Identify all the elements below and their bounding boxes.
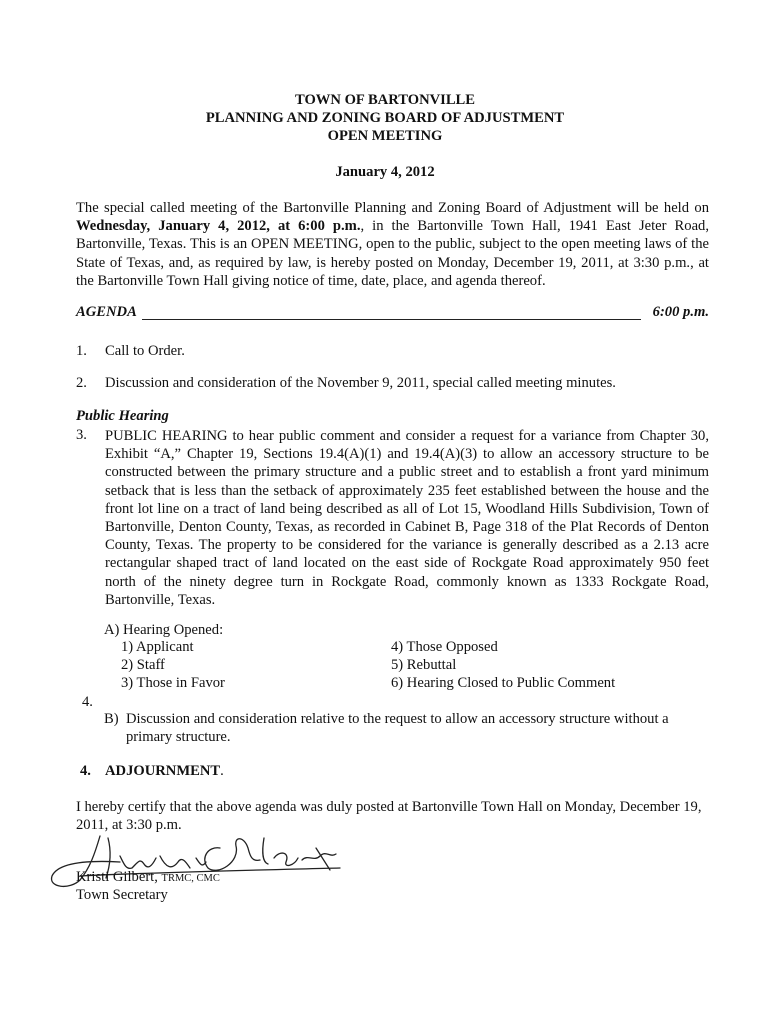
header-town: TOWN OF BARTONVILLE bbox=[294, 92, 476, 108]
stray-number: 4. bbox=[82, 694, 93, 710]
signer-title: Town Secretary bbox=[76, 887, 168, 903]
item3-text: PUBLIC HEARING to hear public comment and consider a request for a variance from Chapter 30, Exhibit “A,” Chapter 19, Sections 19.4(A)(1) and 19.4(A)(3) to allow an accessory structure to be constructed between the primary structure and a public street and to establish a front yard minimum setback that is less than the setback of approximately 235 feet established between the house and the front lot line on a tract of land being described as all of Lot 15, Woodland Hills Subdivision, Town of Bartonville, Denton County, Texas, as recorded in Cabinet B, Page 318 of the Plat Records of Denton County, Texas. The property to be considered for the variance is generally described as a 2.13 acre rectangular shaped tract of land located on the east side of Rockgate Road approximately 950 feet north of the ninety degree turn in Rockgate Road, commonly known as 1333 Rockgate Road, Bartonville, Texas. bbox=[105, 428, 709, 608]
signer-name: Kristi Gilbert, bbox=[76, 869, 158, 885]
item1-number: 1. bbox=[76, 343, 87, 359]
item1-text: Call to Order. bbox=[105, 343, 185, 359]
agenda-heading bbox=[76, 304, 709, 324]
intro-part2: , in the Bartonville Town Hall, 1941 East Jeter Road, Bartonville, Texas. This is an OPEN MEETING, open to the public, subject to the open meeting laws of the State of Texas, and, as required by law, is hereby posted on Monday, December 19, 2011, at 3:30 p.m., at the Bartonville Town Hall giving notice of time, date, place, and agenda thereof. bbox=[76, 218, 709, 289]
agenda-time: 6:00 p.m. bbox=[652, 304, 709, 320]
header-board: PLANNING AND ZONING BOARD OF ADJUSTMENT bbox=[205, 110, 565, 126]
sub-those-opposed: 4) Those Opposed bbox=[391, 639, 498, 655]
item3-number: 3. bbox=[76, 427, 87, 443]
sub-hearing-closed: 6) Hearing Closed to Public Comment bbox=[391, 675, 616, 691]
item4-number: 4. bbox=[80, 763, 91, 779]
intro-bold-datetime: Wednesday, January 4, 2012, at 6:00 p.m. bbox=[76, 218, 361, 235]
sub-staff: 2) Staff bbox=[121, 657, 165, 673]
agenda-label: AGENDA bbox=[76, 304, 137, 320]
agenda-rule bbox=[142, 319, 641, 320]
item4-text bbox=[105, 763, 224, 780]
signer-credentials: TRMC, CMC bbox=[161, 873, 220, 884]
intro-part1: The special called meeting of the Bartonville Planning and Zoning Board of Adjustment will be held on bbox=[76, 200, 709, 216]
header-meeting-type: OPEN MEETING bbox=[327, 128, 443, 144]
signer-name-line bbox=[76, 868, 220, 888]
header-date: January 4, 2012 bbox=[335, 164, 435, 180]
certify-paragraph: I hereby certify that the above agenda was duly posted at Bartonville Town Hall on Monday, December 19, 2011, at 3:30 p.m. bbox=[76, 799, 702, 834]
sub-b-label: B) bbox=[104, 711, 119, 727]
item4-period: . bbox=[220, 763, 224, 779]
public-hearing-heading: Public Hearing bbox=[76, 408, 169, 424]
sub-those-in-favor: 3) Those in Favor bbox=[121, 675, 225, 691]
item2-text: Discussion and consideration of the November 9, 2011, special called meeting minutes. bbox=[105, 375, 616, 391]
sub-rebuttal: 5) Rebuttal bbox=[391, 657, 457, 673]
sub-b-text: Discussion and consideration relative to the request to allow an accessory structure without a primary structure. bbox=[126, 711, 669, 745]
sub-a-hearing-opened: A) Hearing Opened: bbox=[104, 622, 224, 638]
item4-adjournment: ADJOURNMENT bbox=[105, 763, 221, 779]
item2-number: 2. bbox=[76, 375, 87, 391]
sub-applicant: 1) Applicant bbox=[121, 639, 194, 655]
intro-paragraph bbox=[76, 199, 709, 290]
